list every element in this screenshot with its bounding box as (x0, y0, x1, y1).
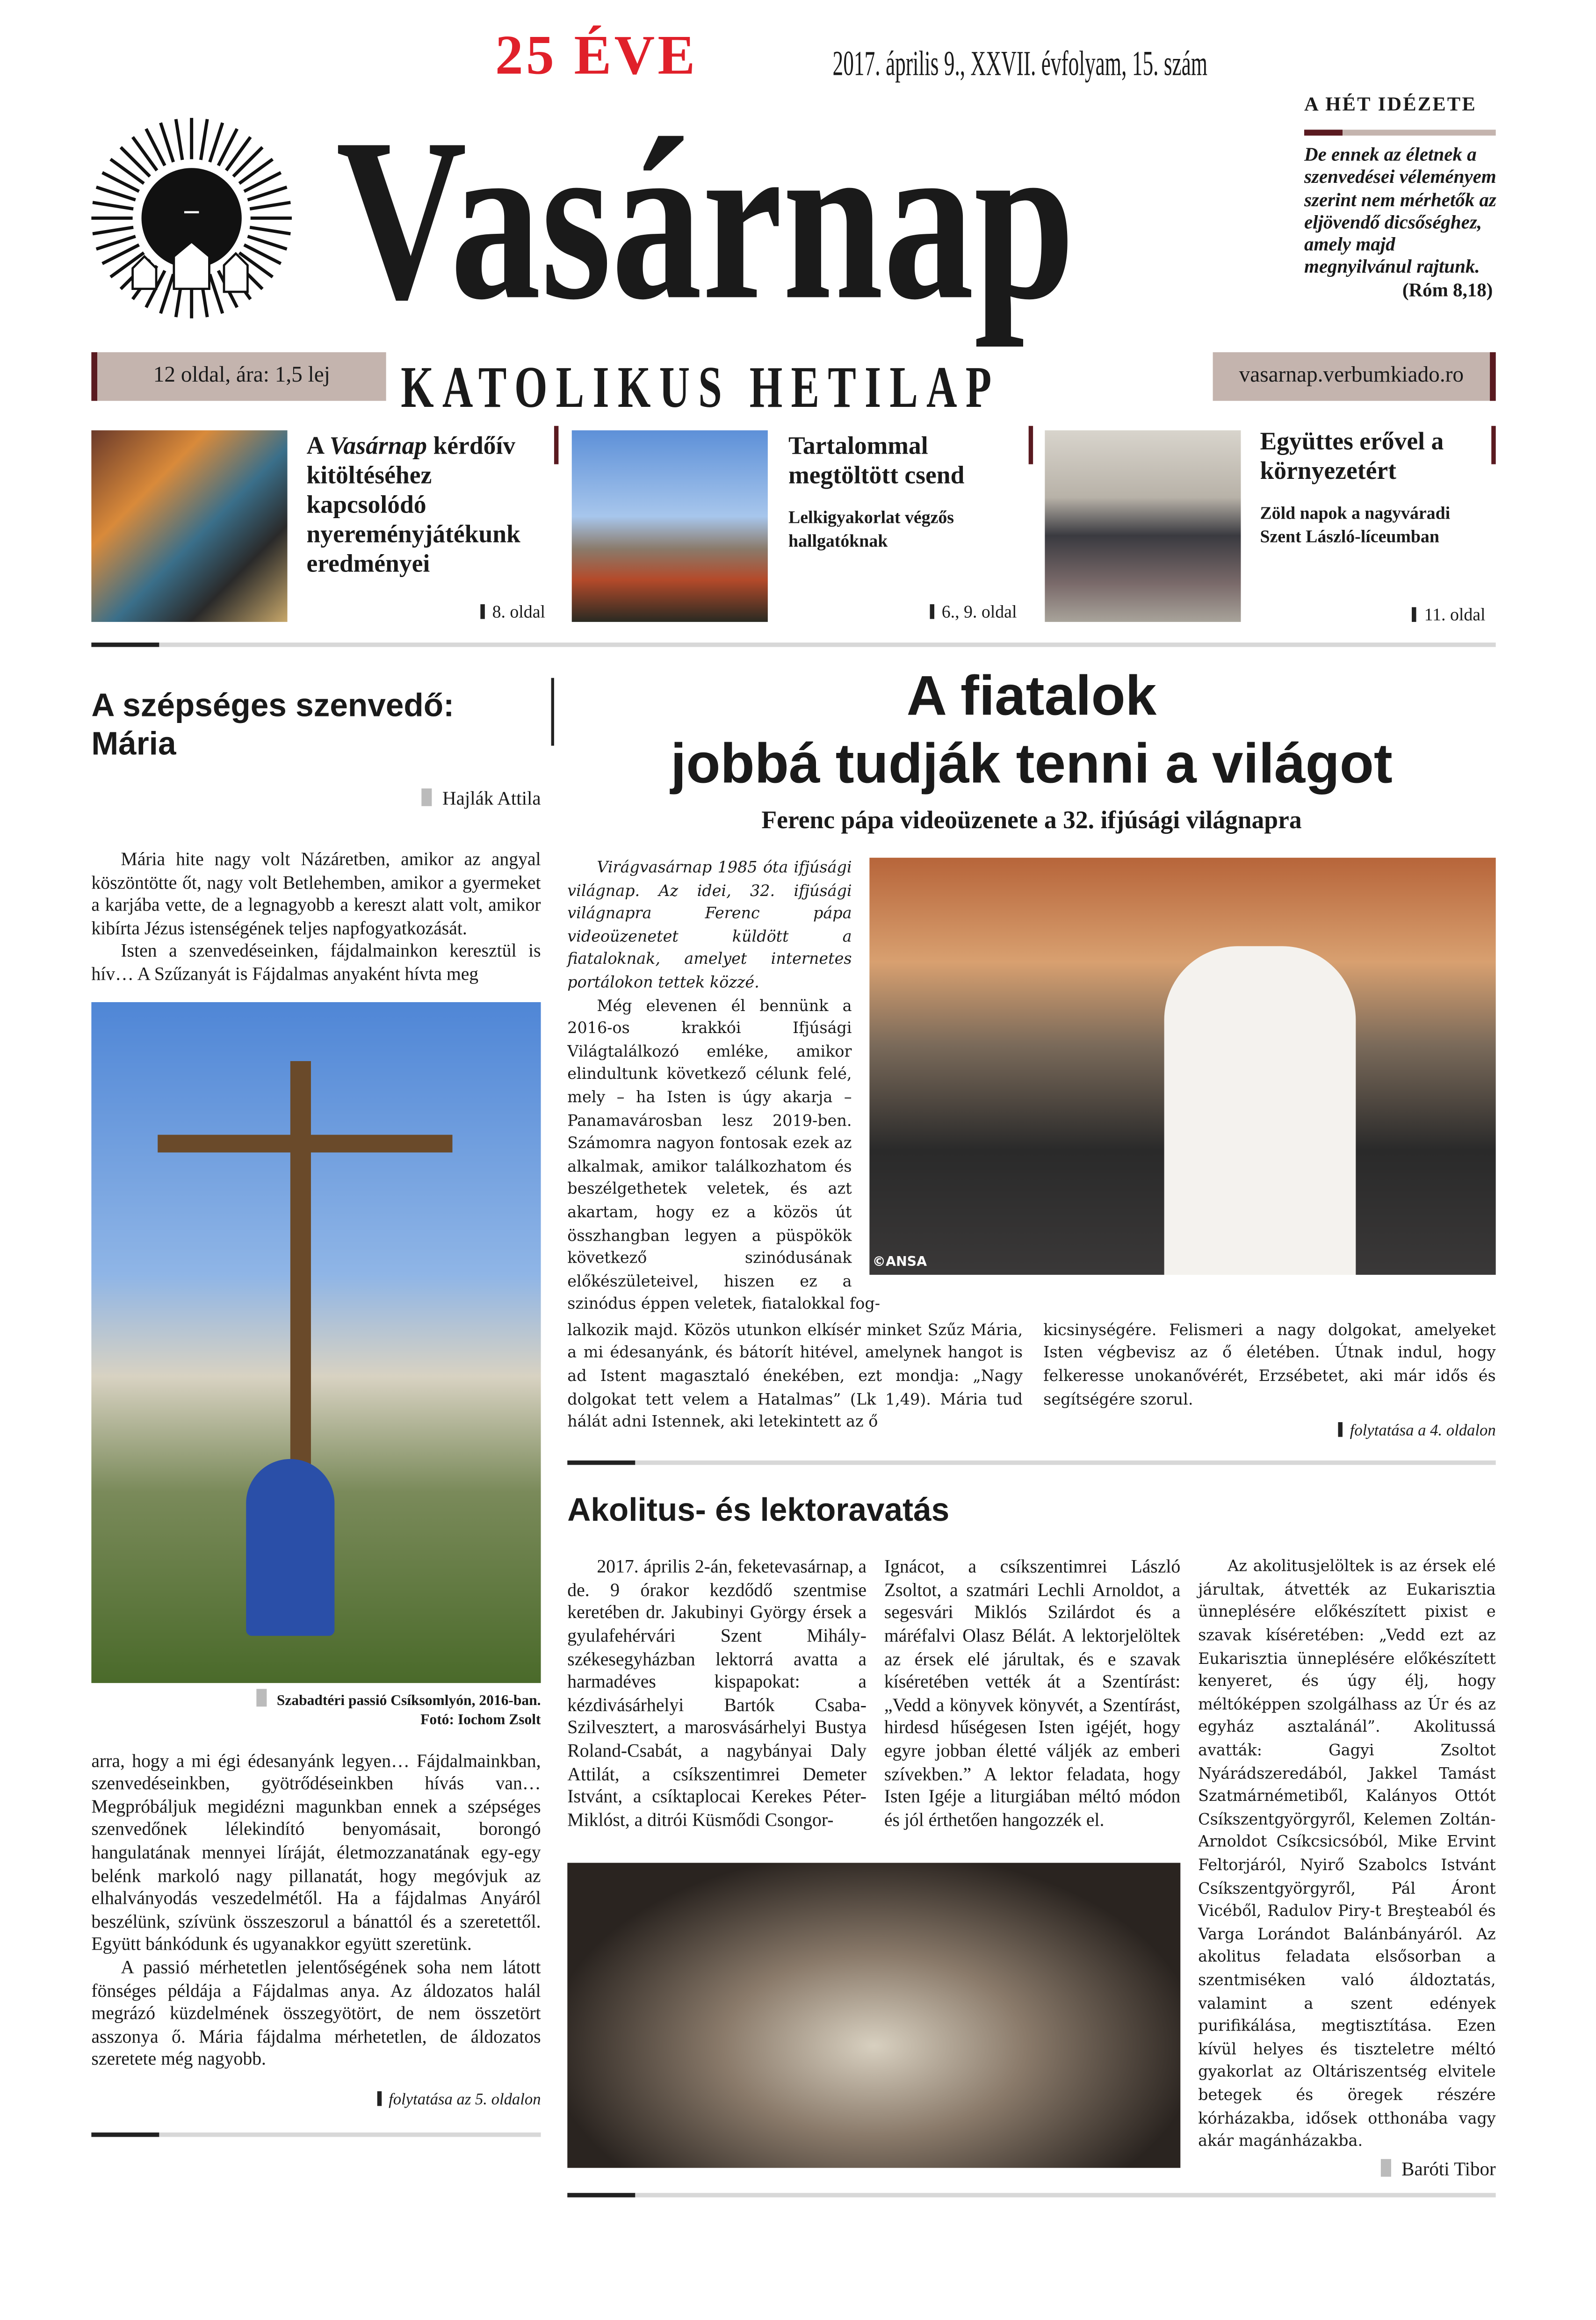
quote-heading: A HÉT IDÉZETE (1304, 93, 1477, 115)
bottom-rule (567, 2192, 1495, 2197)
teaser-divider (1029, 426, 1033, 464)
teaser-photo-books[interactable] (91, 430, 287, 622)
pope-francis-photo[interactable] (869, 858, 1495, 1275)
main-headline-line2[interactable]: jobbá tudják tenni a világot (671, 734, 1393, 796)
sun-ray (160, 274, 173, 313)
teaser-2 (788, 432, 1024, 552)
sun-ray (250, 202, 290, 209)
bottom-rule (91, 2132, 541, 2137)
main-article-right-column (1043, 1320, 1495, 1443)
left-article-body-bottom: arra, hogy a mi égi édesanyánk legyen… Fájdalmainkban, szenvedéseinkben, gyötrődéseinkben hívás van… Megpróbáljuk megidézni magunkban ennek a szépséges szenvedőnek lélekindító benyomásait, borongó hangulatának mennyei líráját, életmozzanatának egy-egy belénk markoló nagy pillanatát, hogy megóvjuk az elhalványodás veszedelmétől. Ha a fájdalmas Anyáról beszélünk, szívünk összeszorul a bánattól és a szeretettől. Együtt bánkódunk és ugyanakkor együtt szeretünk. A passió mérhetetlen jelentőségének soha nem látott fönséges példája a Fájdalmas anya. Az áldozatos halál megrázó küzdelmének összegyötört, de nem összetört asszonya ő. Mária fájdalma mérhetetlen, de áldozatos szeretete még nagyobb. (91, 1750, 541, 2070)
teaser-divider (1491, 426, 1495, 464)
right-section (567, 663, 1495, 2197)
teaser-divider (554, 426, 558, 464)
pages-price-bar: 12 oldal, ára: 1,5 lej (91, 352, 386, 401)
main-article-lead-column: Virágvasárnap 1985 óta ifjúsági világnap. Az idei, 32. ifjúsági világnapra Ferenc pápa videoüzenetet küldött a fiataloknak, amelyet internetes portálokon tettek közzé. Még elevenen él bennünk a 2016-os krakkói Ifjúsági Világtalálkozó emléke, amikor elindultunk következő célunk felé, mely – ha Isten is úgy akarja – Panamavárosban lesz 2019-ben. Számomra nagyon fontosak ezek az alkalmak, amikor találkozhatom és beszélgethetek veletek, és azt akartam, hogy ez a közös út összhangban legyen a püspökök következő szinódusának előkészületeivel, hiszen ez a szinódus éppen veletek, fiatalokkal fog- (567, 859, 881, 1314)
teaser-1-page[interactable]: 8. oldal (442, 601, 545, 623)
anniversary-badge: 25 ÉVE (495, 25, 698, 87)
akolitus-col-1: 2017. április 2-án, feketevasárnap, a de. 9 órakor kezdődő szentmise keretében dr. Jakubinyi György érsek a gyulafehérvári Szent Mihály-székesegyházban lektorrá avatta a harmadéves kispapokat: a kézdivásárhelyi Bartók Csaba-Szilvesztert, a marosvásárhelyi Bustya Roland-Csabát, a nagybányai Daly Attilát, a csíkszentimrei Demeter Istvánt, a csíktaplocai Kerekes Péter-Miklóst, a ditrói Küsmődi Csongor- (567, 1556, 867, 1830)
main-article-body-left: lalkozik majd. Közös utunkon elkísér minket Szűz Mária, a mi édesanyánk, és bátorít hitével, amelynek hangot is ad Istent magasztaló énekében, ezt mondja: „Nagy dolgokat tett velem a Hatalmas” (Lk 1,49). Mária tud hálát adni Istennek, aki letekintett az ő (567, 1322, 1023, 1431)
sun-ray (201, 119, 207, 160)
sun-ray (160, 123, 173, 162)
photo-caption: Szabadtéri passió Csíksomlyón, 2016-ban. (91, 1688, 541, 1710)
sun-ray (121, 147, 150, 176)
teaser-3-title[interactable]: Együttes erővel a környezetért (1260, 427, 1444, 485)
left-article-author: Hajlák Attila (91, 787, 541, 810)
akolitus-article-title[interactable]: Akolitus- és lektoravatás (567, 1492, 950, 1529)
main-article-body-right: kicsinységére. Felismeri a nagy dolgokat, amelyeket Isten végbevisz az ő életében. Útnak indul, hogy felkeresse unokanővérét, Erzsébetet, aki már idős és segítségére szorul. (1043, 1322, 1496, 1409)
main-article-body (567, 858, 1495, 1443)
column-divider (551, 678, 554, 746)
akolitus-columns (567, 1557, 1495, 2181)
sun-ray (248, 236, 287, 249)
sun-ray (93, 202, 133, 209)
sun-ray (210, 274, 223, 313)
masthead-subtitle: KATOLIKUS HETILAP (401, 354, 1000, 420)
sun-ray (210, 123, 223, 162)
teaser-photo-children[interactable] (1045, 430, 1241, 622)
section-rule (91, 643, 1495, 647)
akolitus-col-3: Az akolitusjelöltek is az érsek elé járultak, átvették az Eukarisztia ünneplésére előkészített pixist e szavak kíséretében: „Vedd ezt az Eukarisztia ünneplésére előkészített kenyeret, és úgy élj, hogy méltóképpen szolgálhass az Úr és az egyház asztalánál”. Akolitussá avatták: Gagyi Zsoltot Nyárádszeredából, Jakkel Tamást Szatmárnémetiből, Kalányos Ottót Csíkszentgyörgyről, Kelemen Zoltán-Arnoldot Csíkcsicsóból, Mike Ervint Feltorjáról, Nyirő Szabolcs Istvánt Csíkszentgyörgyről, Pál Áront Vicéből, Radulov Piry-t Breşteaból és Varga Lorándot Balánbányáról. Az akolitus feladata elsősorban a szentmiséken való áldoztatás, valamint a szent edények purifikálása, megtisztítása. Ezen kívül helyes és tiszteletre méltó gyakorlat az Oltáriszentség elvitele betegek és öregek részére kórházakba, idősek otthonába vagy akár magánházakba. (1198, 1558, 1496, 2151)
ordination-ceremony-photo[interactable] (567, 1863, 1180, 2168)
teaser-2-page[interactable]: 6., 9. oldal (884, 601, 1017, 623)
akolitus-col-3-wrap (1198, 1557, 1496, 2181)
sunburst-church-logo (88, 115, 295, 321)
teaser-3 (1260, 427, 1488, 548)
sun-ray (96, 236, 136, 249)
sun-ray (176, 119, 182, 160)
left-article-title[interactable]: A szépséges szenvedő: Mária (91, 687, 455, 762)
main-article-continued[interactable]: folytatása a 4. oldalon (1043, 1421, 1495, 1443)
photo-credit-ansa: ©ANSA (872, 1255, 927, 1271)
sun-ray (233, 147, 262, 176)
teaser-photo-tree[interactable] (572, 430, 768, 622)
main-headline-line1[interactable]: A fiatalok (906, 666, 1157, 728)
left-article-continued[interactable]: folytatása az 5. oldalon (91, 2089, 541, 2111)
sun-ray (248, 187, 287, 200)
masthead-title: Vasárnap (336, 91, 1075, 348)
teaser-1-title[interactable]: A Vasárnap kérdőív kitöltéséhez kapcsolódó nyereményjátékunk eredményei (306, 432, 520, 578)
section-rule (567, 1461, 1495, 1465)
main-subhead: Ferenc pápa videoüzenete a 32. ifjúsági világnapra (761, 806, 1302, 834)
left-article (91, 687, 541, 2137)
teaser-3-subtitle: Zöld napok a nagyváradi Szent László-líceumban (1260, 502, 1451, 547)
website-link[interactable]: vasarnap.verbumkiado.ro (1213, 352, 1496, 401)
akolitus-col-2: Ignácot, a csíkszentimrei László Zsoltot, a szatmári Lechli Arnoldot, a segesvári Miklós Szilárdot és a máréfalvi Olasz Bélát. A lektorjelöltek az érsek elé járultak, és e szavak kíséretében vették át a Szentírást: „Vedd a könyvek könyvét, a Szentírást, hirdesd hűségesen Isten igéjét, hogy egyre jobban életté váljék az emberi szívekben.” A lektor feladata, hogy Isten Igéje a liturgiában méltó módon és jól érthetően hangozzék el. (884, 1556, 1181, 1830)
teaser-2-subtitle: Lelkigyakorlat végzős hallgatóknak (788, 507, 954, 551)
passion-play-photo[interactable] (91, 1002, 541, 1683)
teaser-1 (306, 432, 549, 579)
sun-ray (250, 227, 290, 234)
photo-credit: Fotó: Iochom Zsolt (420, 1712, 541, 1728)
issue-info: 2017. április 9., XXVII. évfolyam, 15. szám (832, 45, 1208, 84)
akolitus-author: Baróti Tibor (1198, 2157, 1496, 2181)
sun-ray (96, 187, 136, 200)
teaser-2-title[interactable]: Tartalommal megtöltött csend (788, 432, 965, 490)
quote-text: De ennek az életnek a szenvedései véleményem szerint nem mérhetők az eljövendő dicsőséghez, amely majd megnyilvánul rajtunk. (1304, 143, 1496, 278)
sun-ray (93, 227, 133, 234)
quote-box (1304, 143, 1499, 301)
quote-rule (1304, 130, 1496, 136)
quote-source: (Róm 8,18) (1402, 278, 1493, 301)
teaser-3-page[interactable]: 11. oldal (1356, 604, 1485, 626)
left-article-body-top: Mária hite nagy volt Názáretben, amikor az angyal köszöntötte őt, nagy volt Betlehemben, amikor a gyermeket a karjába vette, de a legnagyobb a kereszt alatt volt, amikor kibírta Jézus istenségének teljes napfogyatkozását. Isten a szenvedéseinken, fájdalmainkon keresztül is hív… A Szűzanyát is Fájdalmas anyaként hívta meg (91, 849, 541, 985)
